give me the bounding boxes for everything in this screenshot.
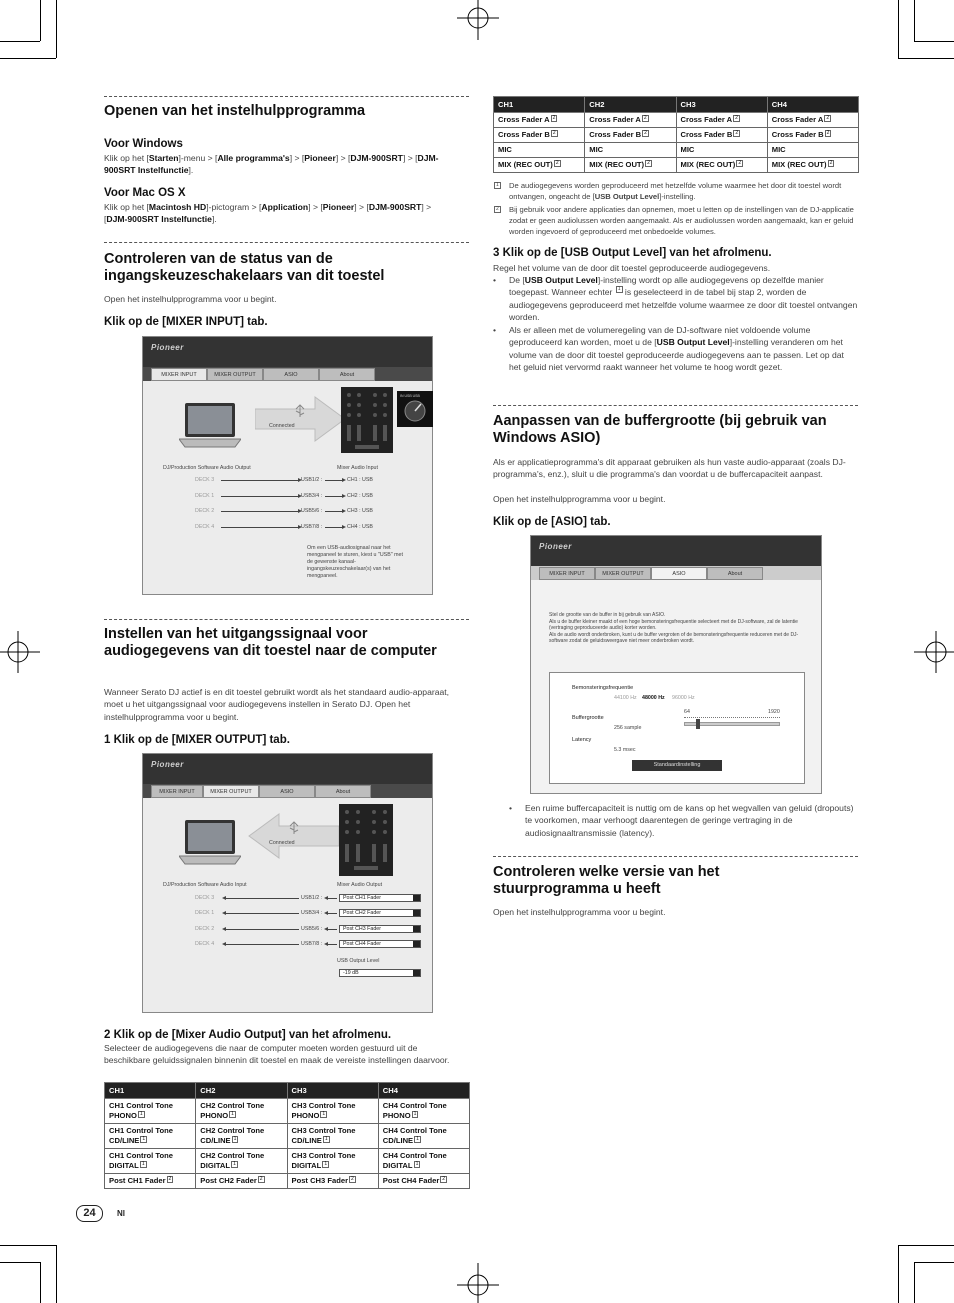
footnote-ref: 2 <box>643 115 647 121</box>
table-header: CH1 <box>494 97 585 113</box>
table-row <box>105 1149 470 1174</box>
signal-arrow <box>327 944 337 945</box>
footnote-ref: 1 <box>141 1161 145 1167</box>
tab-asio[interactable]: ASIO <box>263 368 319 381</box>
left-panel-label: DJ/Production Software Audio Input <box>163 882 247 888</box>
intro-text: Als er applicatieprogramma's dit apparaat gebruiken als hun vaste audio-apparaat (zoals DJ-programma's, enz.), sluit u die programma's dan voordat u de buffercapaciteit aanpast. <box>493 457 846 480</box>
section-divider <box>104 96 469 97</box>
intro-text: Wanneer Serato DJ actief is en dit toestel gebruikt wordt als het standaard audio-apparaat, moet u het uitgangssignaal voor audiogegevens instellen in Serato DJ. Open het instelhulpprogramma voor u begint. <box>104 687 450 722</box>
footnote-ref: 2 <box>555 160 559 166</box>
tab-asio[interactable]: ASIO <box>651 567 707 580</box>
table-cell: CH3 Control Tone DIGITAL 1 <box>287 1149 378 1174</box>
signal-arrow <box>225 944 299 945</box>
crop-mark <box>898 0 899 58</box>
usb-port-label: USB3/4 : <box>301 493 323 499</box>
mixer-output-select-ch2[interactable]: Post CH2 Fader <box>339 909 421 917</box>
tab-about[interactable]: About <box>319 368 375 381</box>
step-mixer-input: Klik op de [MIXER INPUT] tab. <box>104 316 268 328</box>
section-title-driver-version: Controleren welke versie van het stuurprogramma u heeft <box>493 864 720 897</box>
pioneer-logo: Pioneer <box>151 343 184 352</box>
table-cell: CH4 Control Tone CD/LINE 1 <box>378 1124 469 1149</box>
table-cell: Cross Fader A 2 <box>676 113 767 128</box>
table-cell: MIX (REC OUT) 2 <box>585 158 676 173</box>
bullet-3: • Een ruime buffercapaciteit is nuttig om de kans op het wegvallen van geluid (dropouts) te voorkomen, maar verhoogt daarentegen de geringe vertraging in de audiosignaaltransmissie (latency). <box>509 803 854 838</box>
bullet-1: • De [USB Output Level]-instelling wordt op alle audiogegevens op dezelfde manier toegepast. Wanneer echter 1 is geselecteerd in de tabel bij stap 2, worden de audiogegevens geproduceerd met hetzelfde volume waarmee ze door dit toestel ontvangen worden. <box>493 275 858 322</box>
tab-mixer-input[interactable]: MIXER INPUT <box>539 567 595 580</box>
footnote-ref: 1 <box>233 1161 236 1167</box>
pioneer-logo: Pioneer <box>151 760 184 769</box>
deck-label: DECK 1 <box>195 910 215 916</box>
intro-text: Open het instelhulpprogramma voor u begint. <box>493 907 666 917</box>
laptop-icon <box>179 818 241 868</box>
footnote-2: 2 Bij gebruik voor andere applicaties dan opnemen, moet u letten op de instellingen van de DJ-applicatie zodat er geen audiolussen worden aangemaakt. Als er audiolussen worden aangemaakt, kan er geluid worden ingevoerd of geproduceerd met onbedoelde volumes. <box>496 205 854 236</box>
deck-label: DECK 3 <box>195 477 215 483</box>
signal-arrow <box>325 480 343 481</box>
step-3-text: Regel het volume van de door dit toestel geproduceerde audiogegevens. <box>493 263 771 273</box>
right-panel-label: Mixer Audio Output <box>337 882 383 888</box>
footnote-ref: 1 <box>413 1111 417 1117</box>
mixer-device-icon <box>339 804 393 876</box>
step-3-usb-output-level: 3 Klik op de [USB Output Level] van het afrolmenu. <box>493 247 772 259</box>
deck-label: DECK 4 <box>195 941 215 947</box>
section-title-open-utility: Openen van het instelhulpprogramma <box>104 103 366 119</box>
freq-option-96000[interactable]: 96000 Hz <box>672 695 695 701</box>
table-cell: Cross Fader B 2 <box>767 128 858 143</box>
usb-port-label: USB5/6 : <box>301 508 323 514</box>
deck-label: DECK 2 <box>195 508 215 514</box>
footnote-ref: 1 <box>142 1136 146 1142</box>
table-cell: CH2 Control Tone CD/LINE 1 <box>196 1124 287 1149</box>
signal-arrow <box>225 913 299 914</box>
table-cell: MIC <box>676 143 767 158</box>
crop-mark <box>914 1262 954 1263</box>
table-cell: CH4 Control Tone PHONO 1 <box>378 1099 469 1124</box>
registration-mark <box>457 1263 499 1303</box>
windows-heading: Voor Windows <box>104 138 183 150</box>
asio-description: Stel de grootte van de buffer in bij gebruik van ASIO. Als u de buffer kleiner maakt of een hoge bemonsteringsfrequentie selecteert met de DJ-software, zal de latentie (vertraging geproduceerde audio) korter worden. Als de audio wordt onderbroken, kunt u de buffer vergroten of de bemonsteringsfrequentie reduceren met de DJ-software zodat de geluidsweergave niet meer onderbroken wordt. <box>549 612 799 644</box>
step-1-mixer-output: 1 Klik op de [MIXER OUTPUT] tab. <box>104 734 290 746</box>
footnote-ref: 1 <box>324 1161 328 1167</box>
footnote-ref: 1 <box>233 1136 237 1142</box>
channel-label: CH4 : USB <box>347 524 373 530</box>
section-divider <box>493 405 858 406</box>
footnote-ref: 1 <box>139 1111 143 1117</box>
usb-port-label: USB7/8 : <box>301 524 323 530</box>
section-title-output-signal: Instellen van het uitgangssignaal voor audiogegevens van dit toestel naar de computer <box>104 626 437 659</box>
mixer-output-select-ch1[interactable]: Post CH1 Fader <box>339 894 421 902</box>
footnote-ref: 2 <box>735 130 739 136</box>
channel-label: CH1 : USB <box>347 477 373 483</box>
page-number: 24 <box>76 1205 103 1222</box>
table-cell: CH1 Control Tone PHONO 1 <box>105 1099 196 1124</box>
sampling-frequency-label: Bemonsteringsfrequentie <box>572 685 634 691</box>
section-divider <box>104 242 469 243</box>
tab-mixer-output[interactable]: MIXER OUTPUT <box>595 567 651 580</box>
crop-mark <box>898 58 954 59</box>
table-header: CH4 <box>767 97 858 113</box>
mixer-device-icon <box>341 387 393 453</box>
step-asio-tab: Klik op de [ASIO] tab. <box>493 516 611 528</box>
footnote-1: 1 De audiogegevens worden geproduceerd met hetzelfde volume waarmee het door dit toestel wordt ontvangen, ongeacht de [USB Output Level]-instelling. <box>496 181 842 201</box>
signal-arrow <box>325 496 343 497</box>
channel-label: CH2 : USB <box>347 493 373 499</box>
footnote-ref: 2 <box>259 1176 263 1182</box>
section-divider <box>493 856 858 857</box>
crop-mark <box>0 1262 40 1263</box>
deck-label: DECK 1 <box>195 493 215 499</box>
table-row <box>494 158 859 173</box>
table-cell: CH2 Control Tone DIGITAL 1 <box>196 1149 287 1174</box>
registration-mark <box>457 0 499 40</box>
signal-arrow <box>221 480 299 481</box>
tab-mixer-input[interactable]: MIXER INPUT <box>151 785 203 798</box>
left-panel-label: DJ/Production Software Audio Output <box>163 465 251 471</box>
table-cell: CH1 Control Tone CD/LINE 1 <box>105 1124 196 1149</box>
mac-heading: Voor Mac OS X <box>104 187 186 199</box>
tab-about[interactable]: About <box>707 567 763 580</box>
channel-label: CH3 : USB <box>347 508 373 514</box>
buffer-size-value: 256 sample <box>614 725 642 731</box>
crop-mark <box>914 0 915 41</box>
table-row <box>105 1099 470 1124</box>
mac-instructions: Klik op het [Macintosh HD]-pictogram > [Application] > [Pioneer] > [DJM-900SRT] > [DJM-900SRT Instelfunctie]. <box>104 202 432 225</box>
table-header: CH3 <box>287 1083 378 1099</box>
table-cell: CH3 Control Tone CD/LINE 1 <box>287 1124 378 1149</box>
tab-mixer-input[interactable]: MIXER INPUT <box>151 368 207 381</box>
table-cell: MIC <box>767 143 858 158</box>
footnote-ref: 2 <box>644 130 647 136</box>
table-header: CH3 <box>676 97 767 113</box>
table-row <box>494 143 859 158</box>
table-row <box>105 1174 470 1189</box>
crop-mark <box>898 1245 954 1246</box>
footnote-ref: 2 <box>735 115 738 121</box>
footnote-ref: 1 <box>416 1136 419 1142</box>
crop-mark <box>0 41 40 42</box>
footnote-ref: 2 <box>351 1176 354 1182</box>
usb-port-label: USB1/2 : <box>301 477 323 483</box>
crop-mark <box>56 0 57 58</box>
footnote-ref: 1 <box>324 1136 328 1142</box>
knob-label: IN USB USB <box>400 394 420 398</box>
footnote-ref: 2 <box>168 1176 172 1182</box>
table-cell: Post CH4 Fader 2 <box>378 1174 469 1189</box>
table-cell: Post CH1 Fader 2 <box>105 1174 196 1189</box>
intro-text: Open het instelhulpprogramma voor u begint. <box>104 294 277 304</box>
footnote-ref: 1 <box>415 1161 419 1167</box>
table-cell: MIX (REC OUT) 2 <box>767 158 858 173</box>
table-cell: MIX (REC OUT) 2 <box>676 158 767 173</box>
tab-mixer-output[interactable]: MIXER OUTPUT <box>207 368 263 381</box>
crop-mark <box>0 1245 56 1246</box>
mixer-output-select-ch3[interactable]: Post CH3 Fader <box>339 925 421 933</box>
latency-label: Latency <box>572 737 592 743</box>
table-cell: Cross Fader B 2 <box>676 128 767 143</box>
connected-status: Connected <box>269 423 295 429</box>
default-settings-button[interactable]: Standaardinstelling <box>632 760 722 771</box>
freq-option-44100[interactable]: 44100 Hz <box>614 695 637 701</box>
mixer-source-table <box>493 96 859 173</box>
section-title-input-status: Controleren van de status van de ingangskeuzeschakelaars van dit toestel <box>104 251 385 284</box>
buffer-size-label: Buffergrootte <box>572 715 604 721</box>
tab-asio[interactable]: ASIO <box>259 785 315 798</box>
crop-mark <box>0 58 56 59</box>
screenshot-mixer-output <box>142 753 433 1013</box>
pioneer-logo: Pioneer <box>539 542 572 551</box>
crop-mark <box>914 1262 915 1303</box>
table-cell: CH4 Control Tone DIGITAL 1 <box>378 1149 469 1174</box>
connected-status: Connected <box>269 840 295 846</box>
signal-arrow <box>327 913 337 914</box>
usb-port-label: USB5/6 : <box>301 926 323 932</box>
footnote-ref: 2 <box>552 130 556 136</box>
usb-output-level-select[interactable]: -19 dB <box>339 969 421 977</box>
usb-port-label: USB1/2 : <box>301 895 323 901</box>
bullet-2: • Als er alleen met de volumeregeling van de DJ-software niet voldoende volume geproduceerd kan worden, moet u de [USB Output Level]-instelling veranderen om het volume van de door dit toestel geproduceerde audiogegevens aan te passen. Let op dat het geluid niet vervormd raakt wanneer het volume te hoog wordt gezet. <box>493 325 844 372</box>
table-cell: MIC <box>494 143 585 158</box>
table-header: CH1 <box>105 1083 196 1099</box>
registration-mark <box>914 631 954 673</box>
tab-mixer-output[interactable]: MIXER OUTPUT <box>203 785 259 798</box>
signal-arrow <box>221 511 299 512</box>
table-cell: MIC <box>585 143 676 158</box>
footnote-ref: 2 <box>826 115 830 121</box>
crop-mark <box>40 1262 41 1303</box>
section-divider <box>104 619 469 620</box>
table-row <box>105 1124 470 1149</box>
step-2-text: Selecteer de audiogegevens die naar de computer moeten worden gestuurd uit de beschikbare geluidssignalen binnenin dit toestel en maak de vereiste instellingen daarvoor. <box>104 1043 450 1066</box>
step-2-mixer-audio-output: 2 Klik op de [Mixer Audio Output] van het afrolmenu. <box>104 1029 392 1041</box>
table-row <box>494 113 859 128</box>
table-cell: CH1 Control Tone DIGITAL 1 <box>105 1149 196 1174</box>
table-cell: CH2 Control Tone PHONO 1 <box>196 1099 287 1124</box>
section-title-buffer-size: Aanpassen van de buffergrootte (bij gebruik van Windows ASIO) <box>493 413 827 446</box>
table-header: CH4 <box>378 1083 469 1099</box>
buffer-min-label: 64 <box>684 709 690 715</box>
crop-mark <box>56 1245 57 1303</box>
buffer-max-label: 1920 <box>768 709 780 715</box>
signal-arrow <box>225 898 299 899</box>
table-cell: Post CH2 Fader 2 <box>196 1174 287 1189</box>
usb-arrow-icon <box>255 395 347 443</box>
signal-arrow <box>221 527 299 528</box>
registration-mark <box>0 631 40 673</box>
screenshot-mixer-input <box>142 336 433 595</box>
intro-text-2: Open het instelhulpprogramma voor u begint. <box>493 494 666 504</box>
table-header: CH2 <box>585 97 676 113</box>
table-cell: CH3 Control Tone PHONO 1 <box>287 1099 378 1124</box>
deck-label: DECK 2 <box>195 926 215 932</box>
laptop-icon <box>179 401 241 451</box>
footnote-ref: 2 <box>829 160 833 166</box>
footnote-ref: 2 <box>647 160 650 166</box>
asio-settings-panel <box>549 672 805 784</box>
table-cell: Post CH3 Fader 2 <box>287 1174 378 1189</box>
footnote-ref: 1 <box>322 1111 326 1117</box>
usb-note: Om een USB-audiosignaal naar het mengpaneel te sturen, kiest u "USB" met de gewenste kanaal-ingangskeuzeschakelaar(s) van het mengpaneel. <box>307 545 403 579</box>
table-cell: Cross Fader A 2 <box>767 113 858 128</box>
right-panel-label: Mixer Audio Input <box>337 465 378 471</box>
deck-label: DECK 3 <box>195 895 215 901</box>
crop-mark <box>898 1245 899 1303</box>
usb-port-label: USB7/8 : <box>301 941 323 947</box>
usb-output-level-label: USB Output Level <box>337 958 380 964</box>
footnote-ref: 2 <box>552 115 556 121</box>
buffer-slider-thumb[interactable] <box>696 719 700 729</box>
tab-about[interactable]: About <box>315 785 371 798</box>
table-cell: Cross Fader B 2 <box>494 128 585 143</box>
freq-option-48000[interactable]: 48000 Hz <box>642 695 665 701</box>
signal-arrow <box>325 511 343 512</box>
crop-mark <box>914 41 954 42</box>
signal-arrow <box>225 929 299 930</box>
footnote-ref: 2 <box>442 1176 446 1182</box>
latency-value: 5.3 msec <box>614 747 636 753</box>
signal-arrow <box>221 496 299 497</box>
table-cell: Cross Fader A 2 <box>494 113 585 128</box>
deck-label: DECK 4 <box>195 524 215 530</box>
usb-arrow-icon <box>247 812 339 860</box>
table-cell: Cross Fader B 2 <box>585 128 676 143</box>
table-cell: MIX (REC OUT) 2 <box>494 158 585 173</box>
output-source-table <box>104 1082 470 1189</box>
table-cell: Cross Fader A 2 <box>585 113 676 128</box>
signal-arrow <box>325 527 343 528</box>
screenshot-asio <box>530 535 822 794</box>
windows-instructions: Klik op het [Starten]-menu > [Alle programma's] > [Pioneer] > [DJM-900SRT] > [DJM-900SRT Instelfunctie]. <box>104 153 439 176</box>
signal-arrow <box>327 898 337 899</box>
mixer-output-select-ch4[interactable]: Post CH4 Fader <box>339 940 421 948</box>
footnote-ref: 1 <box>231 1111 234 1117</box>
signal-arrow <box>327 929 337 930</box>
usb-port-label: USB3/4 : <box>301 910 323 916</box>
footnote-ref: 2 <box>738 160 742 166</box>
crop-mark <box>40 0 41 41</box>
footnote-ref: 2 <box>826 130 830 136</box>
table-row <box>494 128 859 143</box>
language-code: Nl <box>117 1209 125 1218</box>
table-header: CH2 <box>196 1083 287 1099</box>
